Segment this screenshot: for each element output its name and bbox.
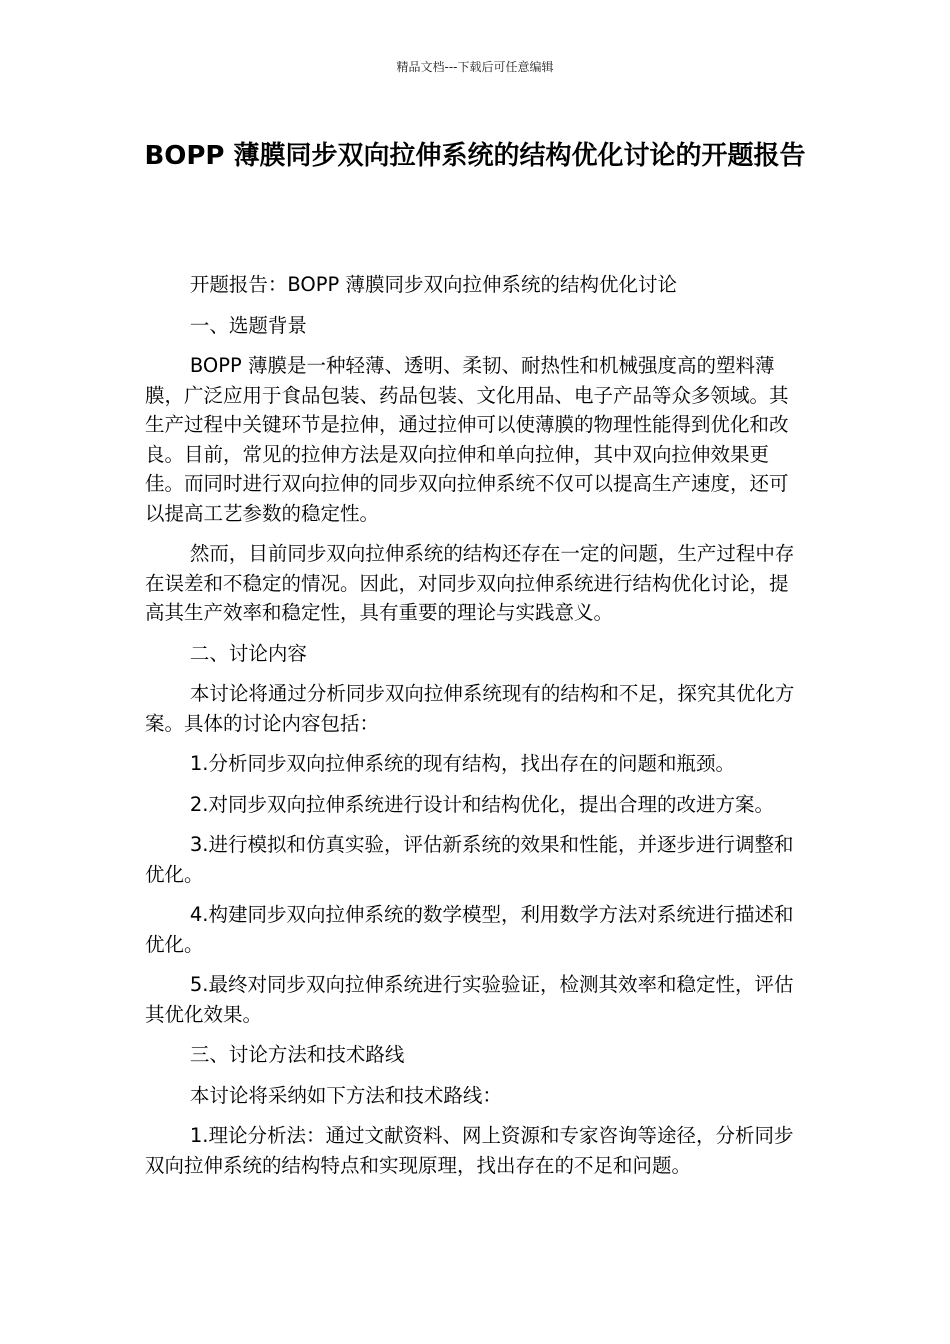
paragraph: 本讨论将采纳如下方法和技术路线： [189,1083,502,1107]
section-heading-background: 一、选题背景 [189,313,307,337]
list-item: 4.构建同步双向拉伸系统的数学模型，利用数学方法对系统进行描述和优化。 [145,903,794,956]
document-title: BOPP 薄膜同步双向拉伸系统的结构优化讨论的开题报告 [144,141,806,171]
paragraph-report-subject: 开题报告：BOPP 薄膜同步双向拉伸系统的结构优化讨论 [189,273,677,296]
document-body [145,270,805,1191]
paragraph: BOPP 薄膜是一种轻薄、透明、柔韧、耐热性和机械强度高的塑料薄膜，广泛应用于食品包装、药品包装、文化用品、电子产品等众多领域。其生产过程中关键环节是拉伸，通过拉伸可以使薄膜的物理性能得到优化和改良。目前，常见的拉伸方法是双向拉伸和单向拉伸，其中双向拉伸效果更佳。而同时进行双向拉伸的同步双向拉伸系统不仅可以提高生产速度，还可以提高工艺参数的稳定性。 [145,354,789,525]
list-item: 1.分析同步双向拉伸系统的现有结构，找出存在的问题和瓶颈。 [189,752,735,775]
list-item: 1.理论分析法：通过文献资料、网上资源和专家咨询等途径，分析同步双向拉伸系统的结构特点和实现原理，找出存在的不足和问题。 [145,1124,794,1177]
paragraph: 然而，目前同步双向拉伸系统的结构还存在一定的问题，生产过程中存在误差和不稳定的情况。因此，对同步双向拉伸系统进行结构优化讨论，提高其生产效率和稳定性，具有重要的理论与实践意义。 [145,542,795,624]
list-item: 3.进行模拟和仿真实验，评估新系统的效果和性能，并逐步进行调整和优化。 [145,833,794,886]
section-heading-methods: 三、讨论方法和技术路线 [189,1043,405,1066]
paragraph: 本讨论将通过分析同步双向拉伸系统现有的结构和不足，探究其优化方案。具体的讨论内容包括： [145,682,795,735]
list-item: 5.最终对同步双向拉伸系统进行实验验证，检测其效率和稳定性，评估其优化效果。 [145,973,794,1026]
page-header: 精品文档---下载后可任意编辑 [396,60,554,74]
section-heading-content: 二、讨论内容 [189,641,307,665]
list-item: 2.对同步双向拉伸系统进行设计和结构优化，提出合理的改进方案。 [189,792,774,816]
